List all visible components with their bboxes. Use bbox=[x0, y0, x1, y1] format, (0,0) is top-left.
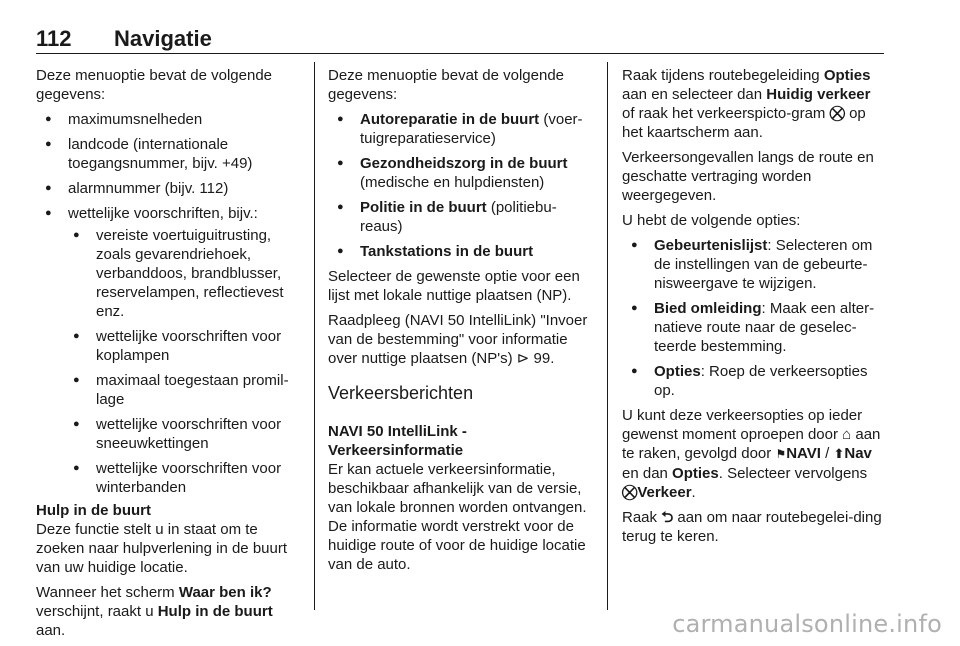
column-divider-2 bbox=[607, 62, 608, 610]
ui-term: Opties bbox=[823, 67, 871, 84]
text-run: Raak tijdens routebegeleiding bbox=[622, 67, 824, 84]
ui-term: Politie in de buurt bbox=[360, 199, 487, 216]
intro-text: Deze menuoptie bevat de volgende gegevens: bbox=[328, 67, 565, 103]
ui-term: Waar ben ik? bbox=[178, 584, 272, 601]
incidents-text: Verkeersongevallen langs de route en geschatte vertraging worden weergegeven. bbox=[622, 149, 874, 204]
list-item bbox=[328, 110, 592, 148]
text-run: U kunt deze verkeersopties op ieder gewenst moment oproepen door bbox=[622, 407, 863, 443]
list-item: ● landcode (internationale toegangsnummer, bijv. +49) bbox=[36, 135, 300, 173]
sub-list-item: ● wettelijke voorschriften voor winterbanden bbox=[36, 459, 300, 497]
page-number: 112 bbox=[36, 26, 72, 51]
sub-list-item: ● maximaal toegestaan promil-lage bbox=[36, 371, 300, 409]
return-text bbox=[622, 508, 886, 546]
list-item bbox=[328, 242, 592, 261]
section-title: Navigatie bbox=[114, 26, 212, 51]
ui-term: Opties bbox=[654, 363, 701, 380]
traffic-instruction bbox=[622, 66, 886, 142]
section-heading: Verkeersberichten bbox=[328, 383, 474, 403]
nav-arrow-icon: ⬆ bbox=[833, 446, 845, 461]
column-3 bbox=[622, 66, 886, 552]
text-run: . bbox=[691, 484, 696, 501]
select-text: Selecteer de gewenste optie voor een lijst met lokale nuttige plaatsen (NP). bbox=[328, 268, 580, 304]
text-run: . Selecteer vervolgens bbox=[718, 465, 868, 482]
traffic-icon: ⛒ bbox=[829, 105, 845, 122]
text-run: of raak het verkeerspicto-gram bbox=[622, 105, 830, 122]
list-item bbox=[328, 198, 592, 236]
sub-list-item: ● wettelijke voorschriften voor sneeuwkettingen bbox=[36, 415, 300, 453]
ui-term: Nav bbox=[844, 445, 872, 462]
list-item bbox=[622, 299, 886, 356]
ui-term: Autoreparatie in de buurt bbox=[360, 111, 540, 128]
text-run: aan. bbox=[36, 622, 66, 639]
ui-term: NAVI bbox=[786, 445, 821, 462]
list-item: ● alarmnummer (bijv. 112) bbox=[36, 179, 300, 198]
list-item bbox=[36, 204, 300, 223]
column-1 bbox=[36, 66, 300, 646]
text-run: Raak bbox=[622, 509, 662, 526]
text-run: : Selecteren om de instellingen van de gebeurte-nisweergave te wijzigen. bbox=[654, 237, 873, 292]
text-run: : Maak een alter-natieve route naar de geselec-teerde bestemming. bbox=[654, 300, 875, 355]
watermark: carmanualsonline.info bbox=[672, 610, 942, 638]
ui-term: Hulp in de buurt bbox=[157, 603, 273, 620]
subsection-heading-line-2: Verkeersinformatie bbox=[328, 442, 464, 459]
ui-term: Opties bbox=[672, 465, 719, 482]
text-run: (medische en hulpdiensten) bbox=[360, 174, 545, 191]
intro-text: Deze menuoptie bevat de volgende gegevens: bbox=[36, 67, 273, 103]
help-instruction bbox=[36, 583, 300, 640]
text-run: Wanneer het scherm bbox=[36, 584, 179, 601]
options-list bbox=[622, 236, 886, 400]
text-run: op het kaartscherm aan. bbox=[622, 105, 866, 141]
text-run: / bbox=[820, 445, 834, 462]
text-run: (politiebu-reaus) bbox=[360, 199, 557, 235]
options-access-text bbox=[622, 406, 886, 502]
ui-term: Verkeer bbox=[637, 484, 692, 501]
subsection-heading-line-1: NAVI 50 IntelliLink - bbox=[328, 423, 467, 440]
ui-term: Bied omleiding bbox=[654, 300, 762, 317]
back-icon: ⮌ bbox=[661, 509, 674, 526]
poi-list bbox=[328, 110, 592, 261]
page-reference-icon: ⊳ bbox=[516, 350, 530, 367]
column-2 bbox=[328, 66, 592, 580]
list-item: ● maximumsnelheden bbox=[36, 110, 300, 129]
home-icon: ⌂ bbox=[842, 426, 852, 443]
sub-list-item: ● vereiste voertuiguitrusting, zoals gevarendriehoek, verbanddoos, brandblusser, reservelampen, reflectievest enz. bbox=[36, 226, 300, 321]
text-run: en dan bbox=[622, 465, 673, 482]
text-run: aan en selecteer dan bbox=[622, 86, 767, 103]
help-text: Deze functie stelt u in staat om te zoeken naar hulpverlening in de buurt van uw huidige locatie. bbox=[36, 521, 288, 576]
page-reference: 99. bbox=[529, 350, 555, 367]
text-run: (voer-tuigreparatieservice) bbox=[360, 111, 583, 147]
body-text: Er kan actuele verkeersinformatie, beschikbaar afhankelijk van de versie, van lokale bronnen worden ontvangen. De informatie wordt verstrekt voor de huidige route of voor de huidige locatie van de auto. bbox=[328, 461, 587, 573]
help-heading: Hulp in de buurt bbox=[36, 502, 151, 519]
reference-text bbox=[328, 311, 592, 368]
list-item bbox=[328, 154, 592, 192]
info-list bbox=[36, 110, 300, 223]
list-item bbox=[622, 362, 886, 400]
options-intro: U hebt de volgende opties: bbox=[622, 212, 801, 229]
ui-term: Gezondheidszorg in de buurt bbox=[360, 155, 568, 172]
sub-list bbox=[36, 226, 300, 497]
text-run: aan te raken, gevolgd door bbox=[622, 426, 881, 462]
text-run: verschijnt, raakt u bbox=[36, 603, 158, 620]
ui-term: Gebeurtenislijst bbox=[654, 237, 768, 254]
text-run: aan om naar routebegelei-ding terug te keren. bbox=[622, 509, 882, 545]
list-item-text: wettelijke voorschriften, bijv.: bbox=[68, 205, 258, 222]
text-run: : Roep de verkeersopties op. bbox=[654, 363, 868, 399]
flag-icon: ⚑ bbox=[775, 447, 787, 461]
ui-term: Huidig verkeer bbox=[766, 86, 871, 103]
column-divider-1 bbox=[314, 62, 315, 610]
traffic-icon: ⛒ bbox=[622, 484, 638, 501]
ui-term: Tankstations in de buurt bbox=[360, 243, 534, 260]
list-item bbox=[622, 236, 886, 293]
sub-list-item: ● wettelijke voorschriften voor koplampen bbox=[36, 327, 300, 365]
header-rule bbox=[36, 53, 884, 54]
text-run: Raadpleeg (NAVI 50 IntelliLink) "Invoer van de bestemming" voor informatie over nuttige plaatsen (NP's) bbox=[328, 312, 588, 367]
